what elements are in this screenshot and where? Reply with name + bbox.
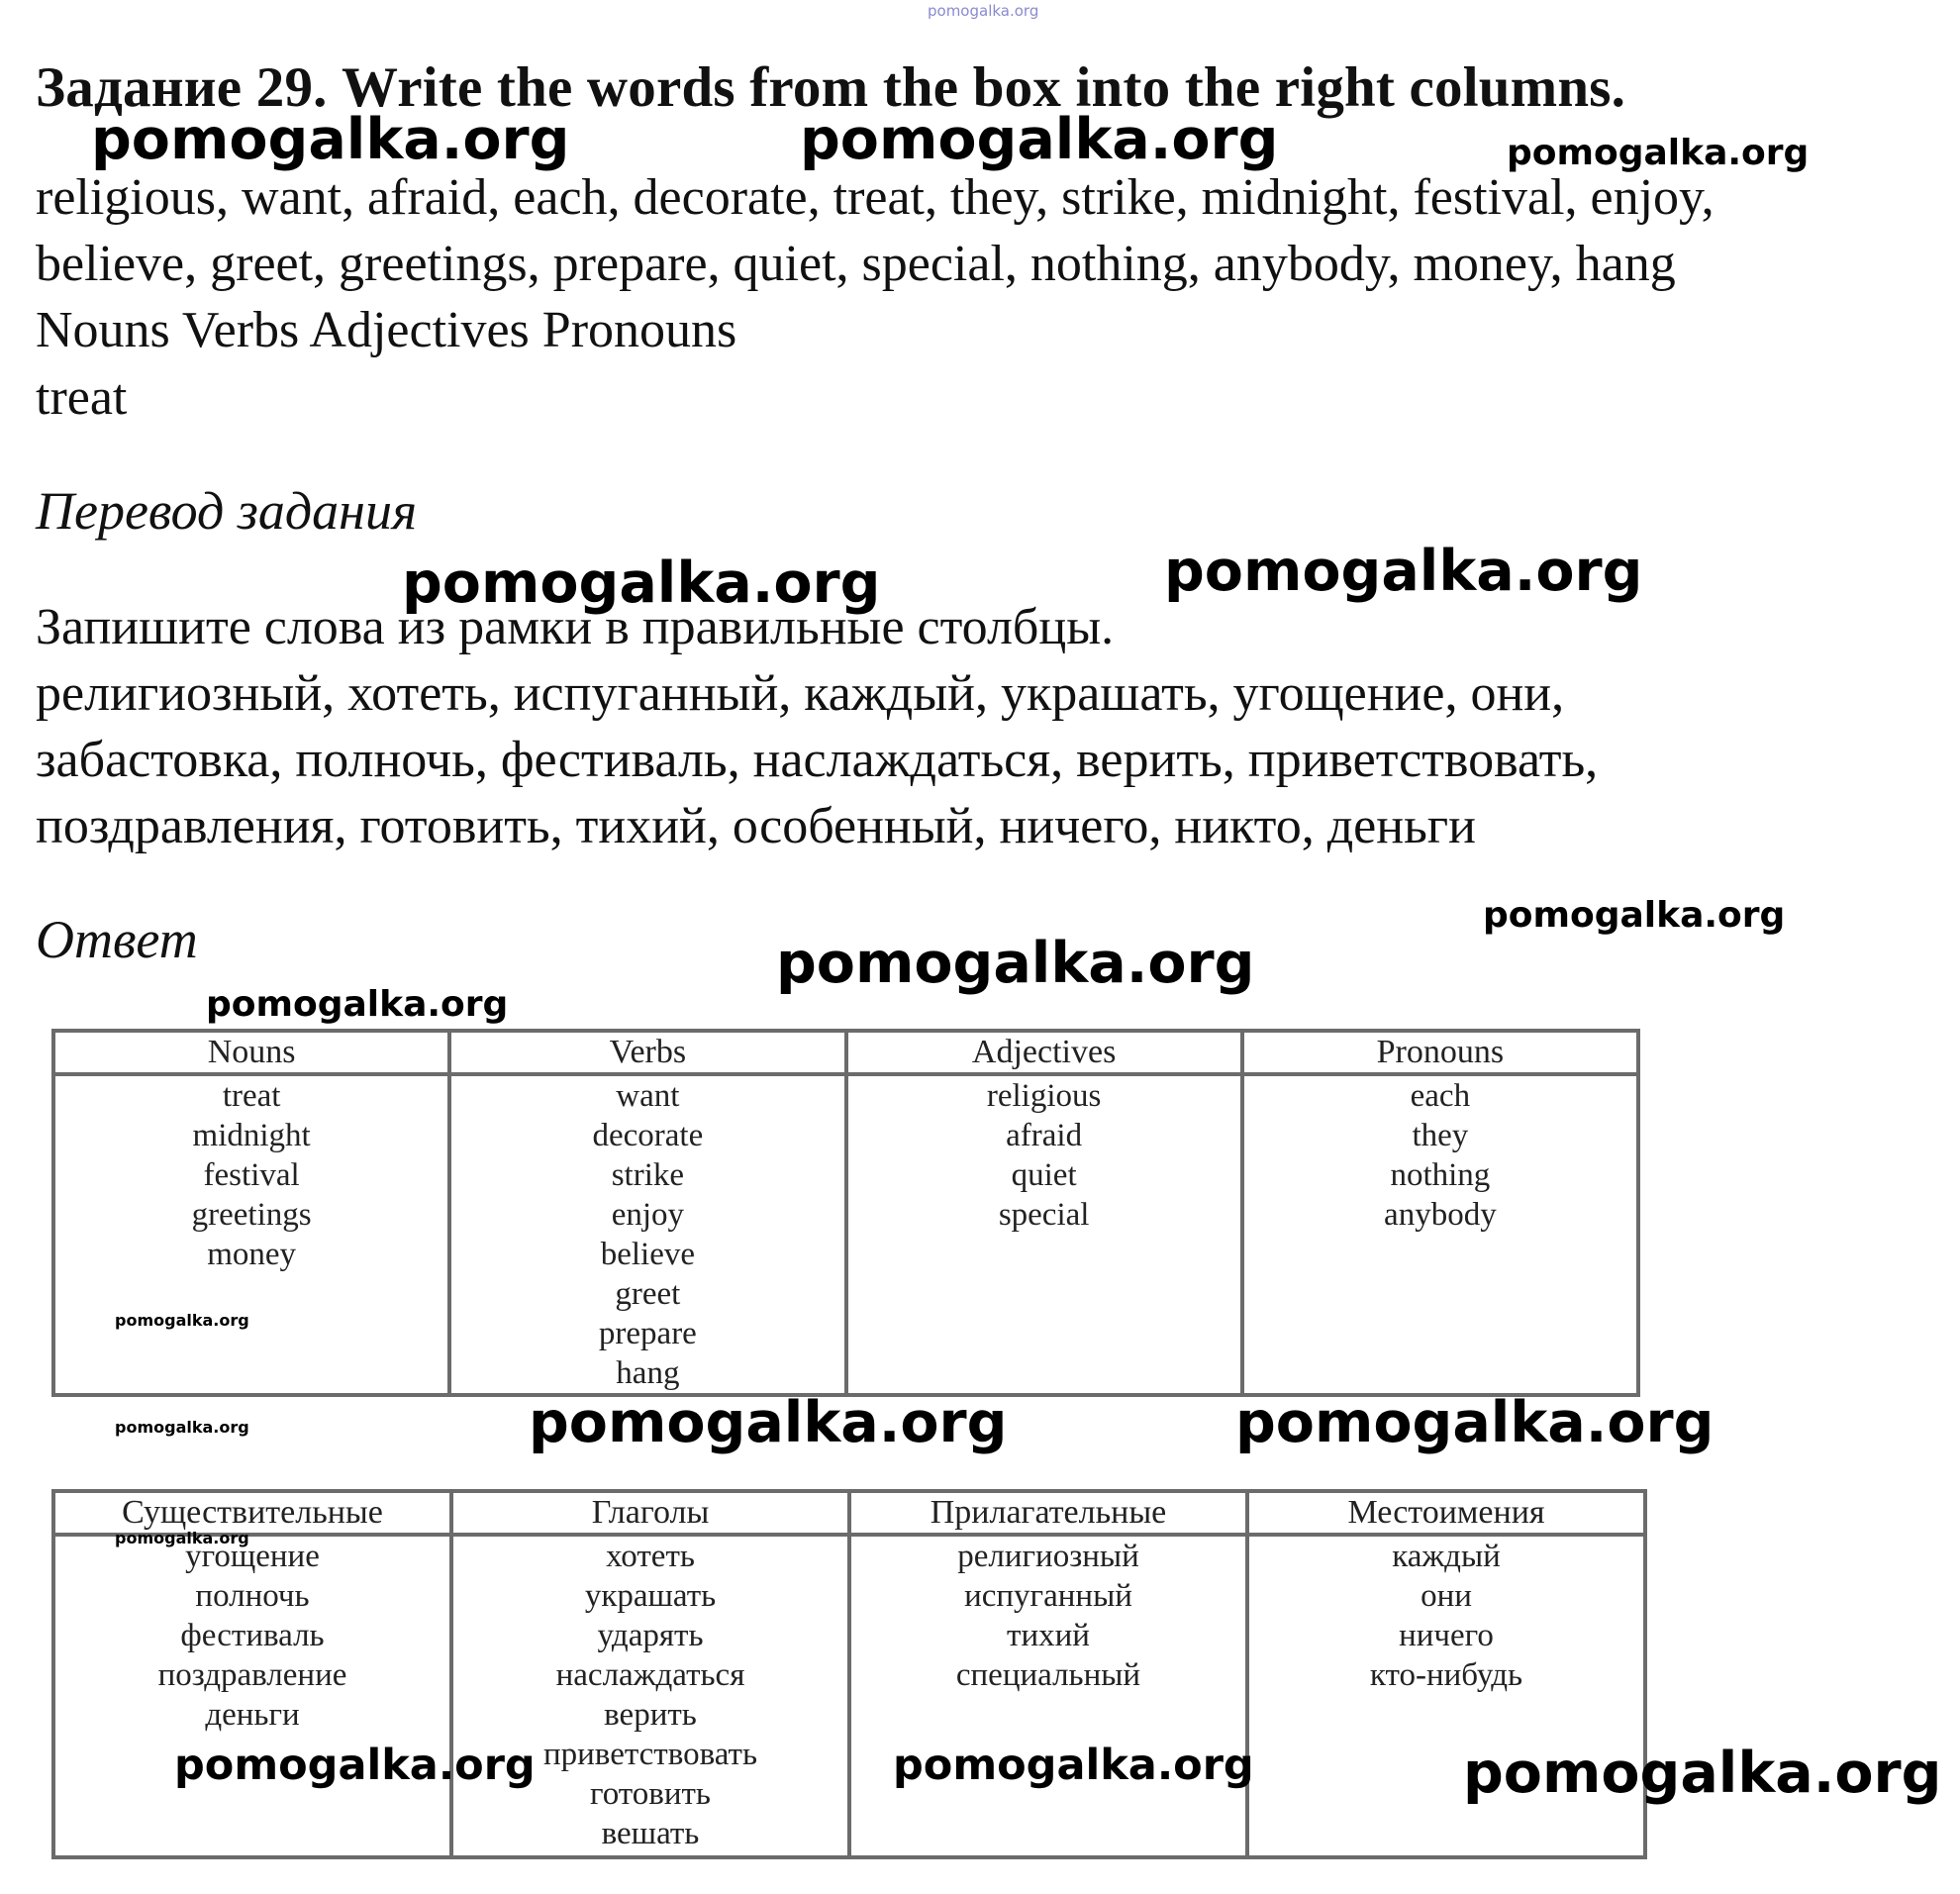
column-header-pronouns: Pronouns xyxy=(1242,1031,1638,1074)
watermark: pomogalka.org xyxy=(893,1741,1254,1790)
task-line: religious, want, afraid, each, decorate, treat, they, strike, midnight, festival, enjoy, xyxy=(36,169,1715,226)
watermark: pomogalka.org xyxy=(1507,133,1810,173)
word-item: special xyxy=(998,1197,1090,1233)
column-header-verbs-ru: Глаголы xyxy=(451,1491,849,1535)
word-item: prepare xyxy=(598,1316,697,1351)
word-item: угощение xyxy=(185,1539,320,1574)
watermark: pomogalka.org xyxy=(115,1418,249,1437)
watermark: pomogalka.org xyxy=(115,1311,249,1330)
column-header-verbs: Verbs xyxy=(449,1031,845,1074)
column-header-nouns: Nouns xyxy=(53,1031,449,1074)
word-item: деньги xyxy=(205,1697,300,1733)
word-item: they xyxy=(1412,1118,1469,1153)
word-item: quiet xyxy=(1011,1157,1077,1193)
word-item: decorate xyxy=(592,1118,704,1153)
word-item: вешать xyxy=(601,1816,700,1851)
verbs-cell xyxy=(449,1074,845,1395)
word-item: кто-нибудь xyxy=(1369,1657,1523,1693)
word-item: midnight xyxy=(192,1118,311,1153)
word-item: полночь xyxy=(195,1578,310,1614)
word-item: наслаждаться xyxy=(555,1657,745,1693)
word-item: strike xyxy=(611,1157,685,1193)
watermark: pomogalka.org xyxy=(529,1390,1008,1455)
watermark: pomogalka.org xyxy=(402,550,881,616)
translation-line: религиозный, хотеть, испуганный, каждый, украшать, угощение, они, xyxy=(36,665,1565,722)
watermark: pomogalka.org xyxy=(800,107,1279,172)
column-header-adjectives-ru: Прилагательные xyxy=(849,1491,1247,1535)
word-item: готовить xyxy=(590,1776,711,1812)
word-item: believe xyxy=(600,1237,696,1272)
watermark: pomogalka.org xyxy=(1164,539,1643,604)
word-item: enjoy xyxy=(611,1197,685,1233)
watermark: pomogalka.org xyxy=(91,107,570,172)
word-item: фестиваль xyxy=(180,1618,325,1653)
word-item: religious xyxy=(986,1078,1102,1114)
translation-heading: Перевод задания xyxy=(36,481,418,541)
watermark: pomogalka.org xyxy=(1235,1390,1715,1455)
word-item: afraid xyxy=(1006,1118,1083,1153)
adjectives-ru-cell xyxy=(849,1535,1247,1857)
word-item: greetings xyxy=(191,1197,312,1233)
task-title: Задание 29. Write the words from the box into the right columns. xyxy=(36,56,1626,119)
pronouns-ru-cell xyxy=(1247,1535,1645,1857)
word-item: greet xyxy=(615,1276,681,1312)
word-item: hang xyxy=(616,1355,680,1391)
adjectives-cell xyxy=(846,1074,1242,1395)
pronouns-cell xyxy=(1242,1074,1638,1395)
word-item: верить xyxy=(604,1697,697,1733)
watermark: pomogalka.org xyxy=(206,984,509,1025)
watermark: pomogalka.org xyxy=(1463,1741,1942,1806)
answer-table-russian xyxy=(51,1489,1647,1859)
word-item: они xyxy=(1421,1578,1472,1614)
answer-table-english xyxy=(51,1029,1640,1397)
task-line: treat xyxy=(36,369,128,426)
header-watermark: pomogalka.org xyxy=(928,2,1039,20)
word-item: каждый xyxy=(1392,1539,1501,1574)
task-line: Nouns Verbs Adjectives Pronouns xyxy=(36,302,737,358)
word-item: want xyxy=(616,1078,680,1114)
nouns-cell xyxy=(53,1074,449,1395)
word-item: anybody xyxy=(1384,1197,1497,1233)
word-item: испуганный xyxy=(964,1578,1132,1614)
watermark: pomogalka.org xyxy=(174,1741,536,1790)
watermark: pomogalka.org xyxy=(776,931,1255,996)
column-header-adjectives: Adjectives xyxy=(846,1031,1242,1074)
word-item: тихий xyxy=(1007,1618,1090,1653)
translation-line: поздравления, готовить, тихий, особенный, ничего, никто, деньги xyxy=(36,798,1476,854)
translation-line: Запишите слова из рамки в правильные столбцы. xyxy=(36,599,1115,655)
watermark: pomogalka.org xyxy=(115,1529,249,1547)
word-item: festival xyxy=(203,1157,300,1193)
word-item: nothing xyxy=(1390,1157,1491,1193)
word-item: money xyxy=(207,1237,297,1272)
column-header-nouns-ru: Существительные xyxy=(53,1491,451,1535)
word-item: приветствовать xyxy=(542,1737,757,1772)
word-item: поздравление xyxy=(157,1657,347,1693)
word-item: специальный xyxy=(955,1657,1141,1693)
word-item: украшать xyxy=(584,1578,717,1614)
word-item: религиозный xyxy=(957,1539,1139,1574)
column-header-pronouns-ru: Местоимения xyxy=(1247,1491,1645,1535)
translation-line: забастовка, полночь, фестиваль, наслаждаться, верить, приветствовать, xyxy=(36,732,1599,788)
word-item: хотеть xyxy=(606,1539,695,1574)
answer-heading: Ответ xyxy=(36,910,198,969)
word-item: ударять xyxy=(597,1618,704,1653)
verbs-ru-cell xyxy=(451,1535,849,1857)
task-line: believe, greet, greetings, prepare, quiet, special, nothing, anybody, money, hang xyxy=(36,236,1676,292)
nouns-ru-cell xyxy=(53,1535,451,1857)
word-item: each xyxy=(1410,1078,1471,1114)
watermark: pomogalka.org xyxy=(1483,895,1786,936)
word-item: ничего xyxy=(1399,1618,1494,1653)
word-item: treat xyxy=(222,1078,281,1114)
